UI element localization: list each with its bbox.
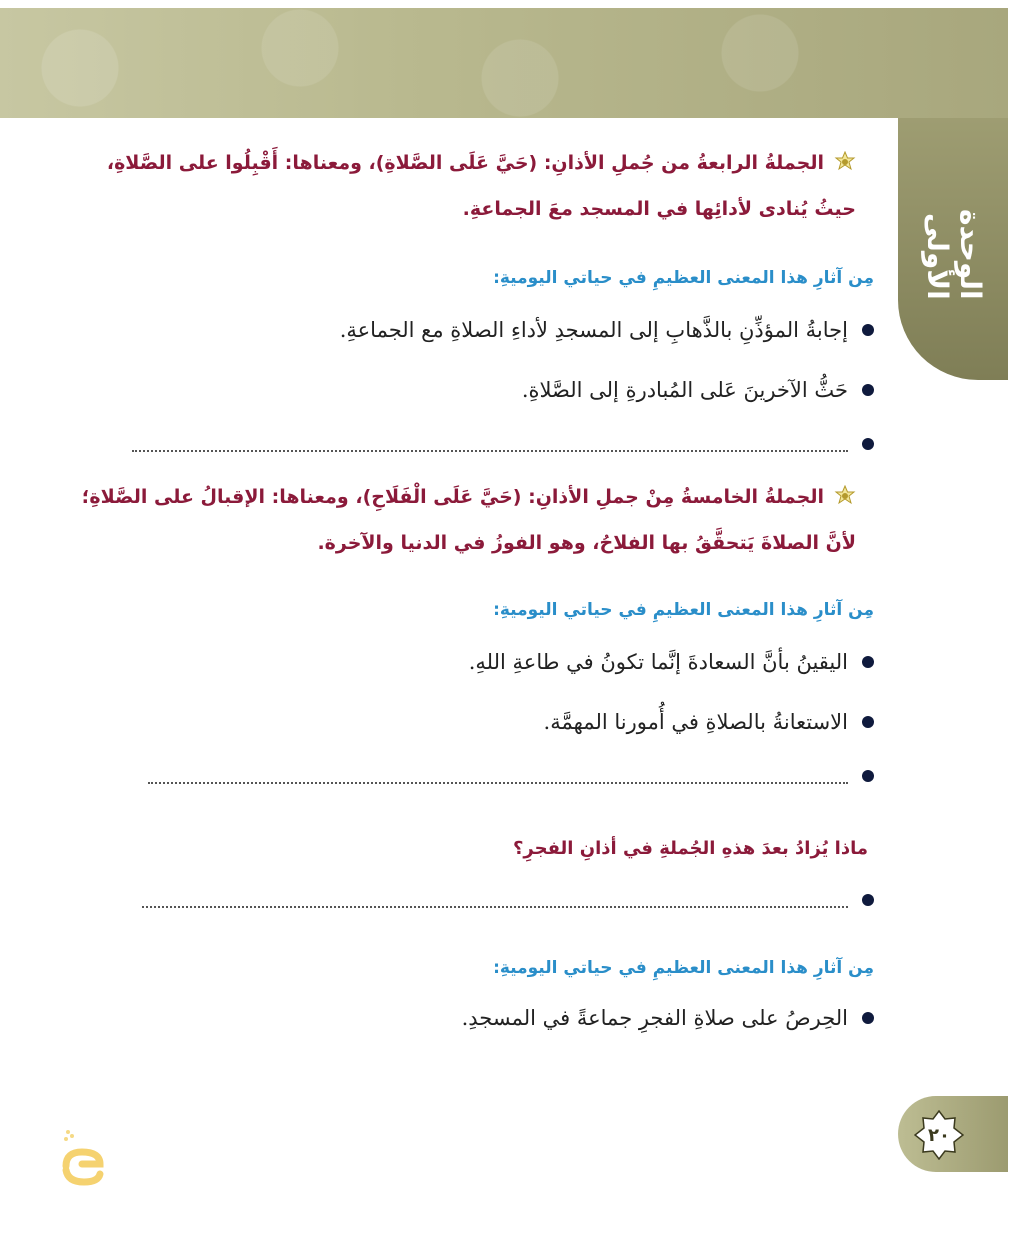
fajr-effects-heading: مِن آثارِ هذا المعنى العظيمِ في حياتي اليوميةِ: [493,958,874,978]
answer-blank[interactable] [148,781,848,784]
bullet-icon [862,324,874,336]
answer-blank-row[interactable] [148,770,874,782]
page-number: ٢٠ [928,1124,950,1146]
bullet-icon [862,384,874,396]
bullet-icon [862,894,874,906]
publisher-logo-icon [58,1126,108,1186]
section4-paragraph [76,140,856,232]
list-item-text: إجابةُ المؤذِّنِ بالذَّهابِ إلى المسجدِ لأداءِ الصلاةِ مع الجماعةِ. [339,318,848,342]
section5-paragraph [76,474,856,566]
answer-blank-row[interactable] [142,894,874,906]
list-item [462,1006,874,1030]
list-item-text: حَثُّ الآخرينَ عَلى المُبادرةِ إلى الصَّلاةِ. [521,378,848,402]
bullet-icon [862,716,874,728]
bullet-icon [862,770,874,782]
section5-effects-heading: مِن آثارِ هذا المعنى العظيمِ في حياتي اليوميةِ: [493,600,874,620]
unit-title: الوحدة الأولى [921,209,987,300]
answer-blank[interactable] [142,905,848,908]
answer-blank[interactable] [132,449,848,452]
bullet-icon [862,1012,874,1024]
list-item [544,710,874,734]
list-item-text: الاستعانةُ بالصلاةِ في أُمورنا المهمَّة. [543,710,848,734]
list-item-text: الحِرصُ على صلاةِ الفجرِ جماعةً في المسجدِ. [461,1006,848,1030]
bullet-icon [862,438,874,450]
list-item-text: اليقينُ بأنَّ السعادةَ إنَّما تكونُ في طاعةِ اللهِ. [468,650,848,674]
section4-text: الجملةُ الرابعةُ من جُملِ الأذانِ: (حَيَّ عَلَى الصَّلاةِ)، ومعناها: أَقْبِلُوا على الصَّلاةِ، حيثُ يُنادى لأدائِها في المسجد معَ الجماعةِ. [106,152,856,220]
section4-effects-heading: مِن آثارِ هذا المعنى العظيمِ في حياتي اليوميةِ: [493,268,874,288]
section5-text: الجملةُ الخامسةُ مِنْ جملِ الأذانِ: (حَيَّ عَلَى الْفَلَاحِ)، ومعناها: الإقبالُ على الصَّلاةِ؛ لأنَّ الصلاةَ يَتحقَّقُ بها الفلاحُ، وهو الفوزُ في الدنيا والآخرة. [81,486,856,554]
fajr-question: ماذا يُزادُ بعدَ هذهِ الجُملةِ في أذانِ الفجرِ؟ [512,838,868,859]
answer-blank-row[interactable] [132,438,874,450]
list-item [340,318,874,342]
decorative-header-band [0,8,1008,118]
list-item [522,378,874,402]
bullet-icon [862,656,874,668]
ornament-star-icon [834,151,856,173]
list-item [469,650,874,674]
ornament-star-icon [834,485,856,507]
